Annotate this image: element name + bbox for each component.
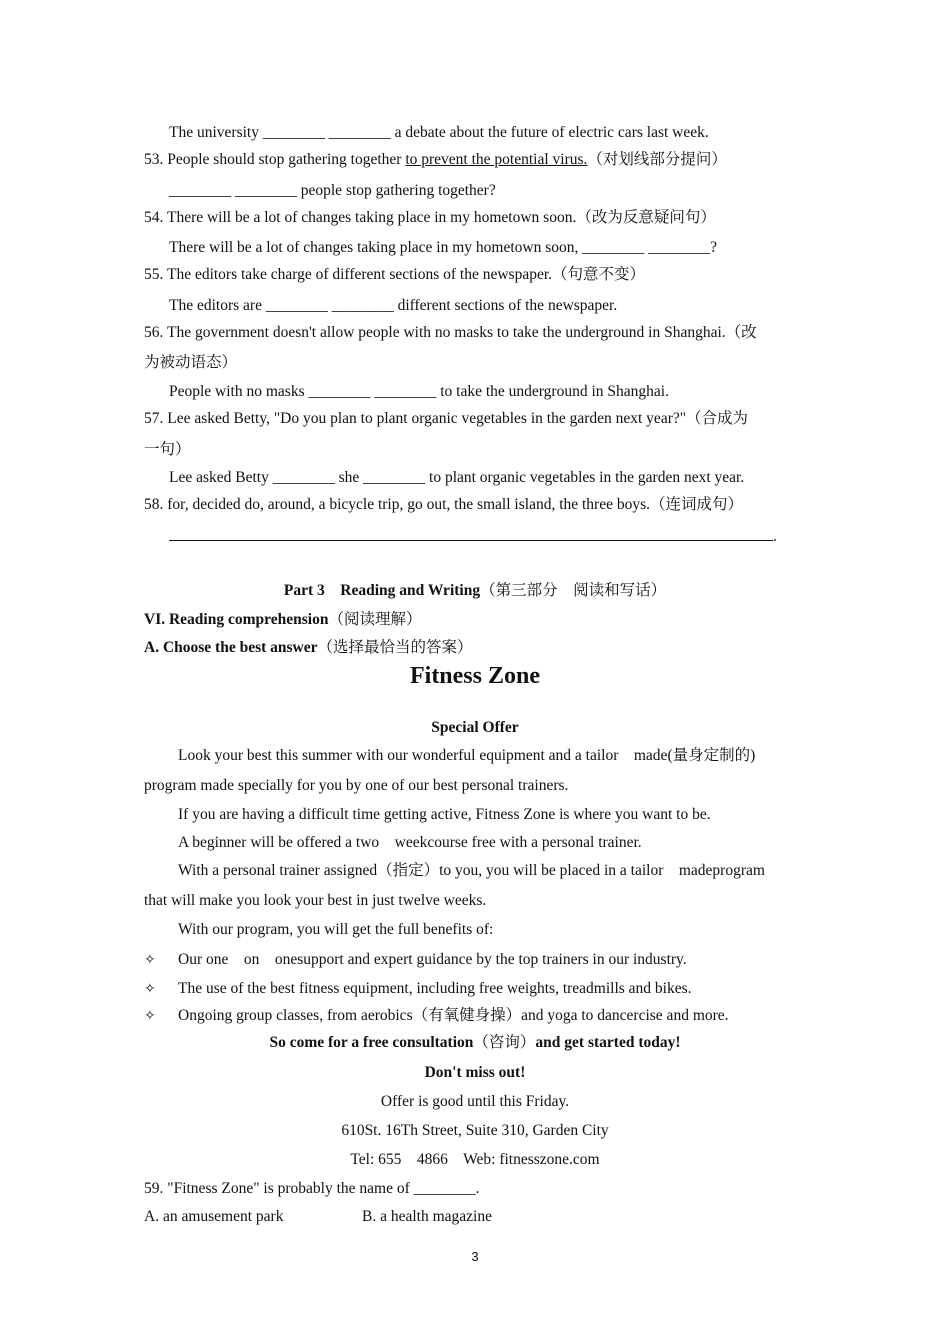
ad-dont-miss: Don't miss out! xyxy=(424,1064,526,1081)
q55-prompt: 55. The editors take charge of different sections of the newspaper.（句意不变） xyxy=(144,266,646,283)
ad-paragraph3: A beginner will be offered a two weekcourse free with a personal trainer. xyxy=(178,834,642,851)
part-heading xyxy=(0,581,950,601)
q58-prompt: 58. for, decided do, around, a bicycle trip, go out, the small island, the three boys.（连词成句） xyxy=(144,496,744,513)
part-heading-cn: （第三部分 阅读和写话） xyxy=(480,582,667,599)
section-a-title: A. Choose the best answer xyxy=(144,639,318,656)
bullet-diamond-icon: ✧ xyxy=(144,981,156,997)
section-a-heading xyxy=(144,638,473,658)
section-vi-heading xyxy=(144,610,421,630)
q56-answer-line: People with no masks ________ ________ to take the underground in Shanghai. xyxy=(169,383,669,400)
ad-paragraph1-line1: Look your best this summer with our wonderful equipment and a tailor made(量身定制的) xyxy=(178,747,756,764)
q53-prompt xyxy=(144,150,727,170)
q56-prompt-line2: 为被动语态） xyxy=(144,354,238,371)
ad-paragraph1-line2: program made specially for you by one of our best personal trainers. xyxy=(144,777,569,794)
q56-prompt-line1: 56. The government doesn't allow people with no masks to take the underground in Shanghai.（改 xyxy=(144,324,757,341)
bullet-diamond-icon: ✧ xyxy=(144,952,156,968)
ad-paragraph5: With our program, you will get the full benefits of: xyxy=(178,921,494,938)
ad-address: 610St. 16Th Street, Suite 310, Garden City xyxy=(341,1122,609,1139)
q53-answer-line: ________ ________ people stop gathering together? xyxy=(169,182,496,199)
ad-title: Fitness Zone xyxy=(409,663,540,689)
section-a-cn: （选择最恰当的答案） xyxy=(317,639,473,656)
ad-paragraph4-line1: With a personal trainer assigned（指定）to you, you will be placed in a tailor madeprogram xyxy=(178,862,765,879)
q52-answer-line: The university ________ ________ a debate about the future of electric cars last week. xyxy=(169,124,709,141)
q57-answer-line: Lee asked Betty ________ she ________ to plant organic vegetables in the garden next year. xyxy=(169,469,745,486)
q53-prompt-text: 53. People should stop gathering together xyxy=(144,151,406,168)
q53-underlined-part: to prevent the potential virus. xyxy=(405,151,588,168)
ad-paragraph2: If you are having a difficult time getting active, Fitness Zone is where you want to be. xyxy=(178,806,711,823)
benefit-item-2: The use of the best fitness equipment, including free weights, treadmills and bikes. xyxy=(178,980,692,997)
q53-instruction: （对划线部分提问） xyxy=(587,151,727,168)
q55-answer-line: The editors are ________ ________ different sections of the newspaper. xyxy=(169,297,618,314)
page-number: 3 xyxy=(471,1249,479,1264)
benefit-item-1: Our one on onesupport and expert guidance by the top trainers in our industry. xyxy=(178,951,687,968)
q59-option-a: A. an amusement park xyxy=(144,1208,284,1225)
q58-period: . xyxy=(773,528,777,545)
section-vi-cn: （阅读理解） xyxy=(328,611,422,628)
ad-subtitle: Special Offer xyxy=(431,719,519,736)
ad-paragraph4-line2: that will make you look your best in just twelve weeks. xyxy=(144,892,487,909)
cta-text-a: So come for a free consultation xyxy=(269,1034,474,1051)
q59-prompt: 59. "Fitness Zone" is probably the name of ________. xyxy=(144,1180,480,1197)
q57-prompt-line1: 57. Lee asked Betty, "Do you plan to plant organic vegetables in the garden next year?"（合成为 xyxy=(144,410,749,427)
bullet-diamond-icon: ✧ xyxy=(144,1008,156,1024)
cta-text-b: and get started today! xyxy=(535,1034,681,1051)
cta-text-cn: （咨询） xyxy=(473,1034,536,1051)
ad-contact: Tel: 655 4866 Web: fitnesszone.com xyxy=(350,1151,600,1168)
part-heading-en: Part 3 Reading and Writing xyxy=(283,582,481,599)
q54-prompt: 54. There will be a lot of changes taking place in my hometown soon.（改为反意疑问句） xyxy=(144,209,716,226)
q54-answer-line: There will be a lot of changes taking place in my hometown soon, ________ ________? xyxy=(169,239,717,256)
ad-offer-validity: Offer is good until this Friday. xyxy=(380,1093,570,1110)
benefit-item-3: Ongoing group classes, from aerobics（有氧健身操）and yoga to dancercise and more. xyxy=(178,1007,729,1024)
q58-answer-blank xyxy=(169,540,773,541)
q57-prompt-line2: 一句） xyxy=(144,441,191,458)
q59-option-b: B. a health magazine xyxy=(362,1208,492,1225)
ad-call-to-action xyxy=(0,1033,950,1053)
section-vi-title: VI. Reading comprehension xyxy=(144,611,329,628)
